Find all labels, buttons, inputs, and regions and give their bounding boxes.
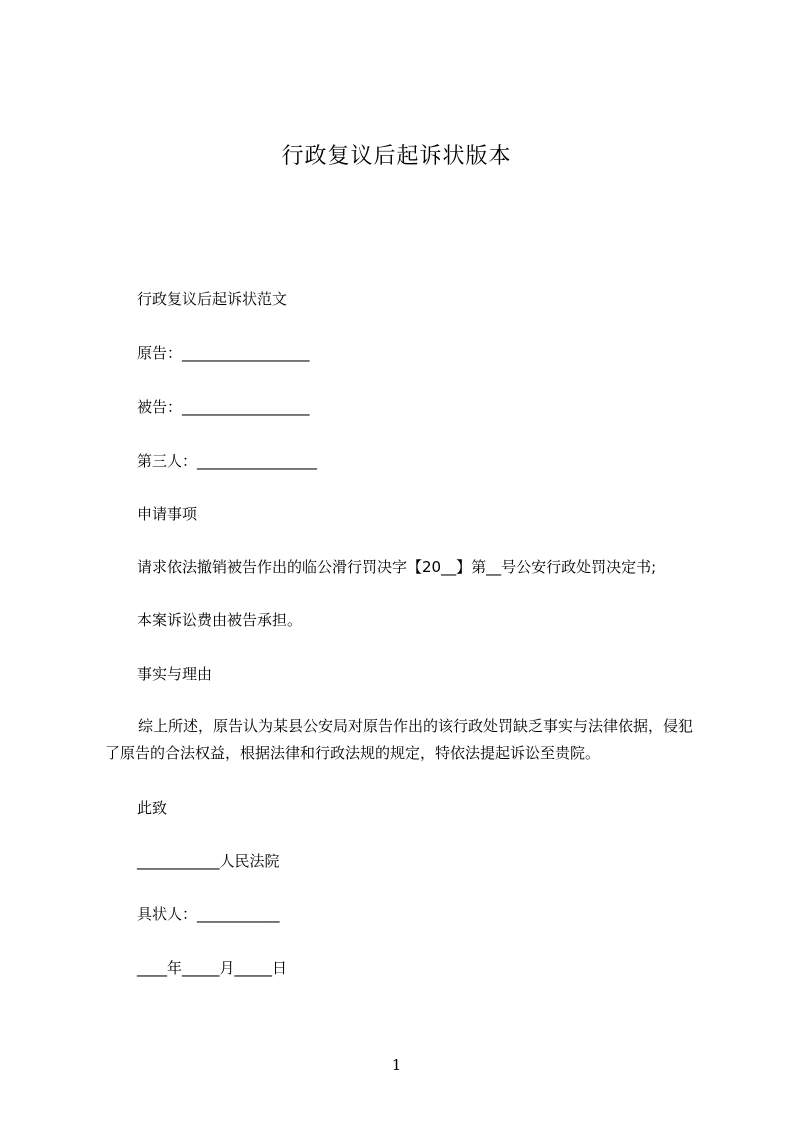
defendant-line: 被告：_________________	[137, 398, 310, 416]
plaintiff-line: 原告：_________________	[137, 344, 310, 362]
claims-heading: 申请事项	[137, 505, 198, 523]
facts-heading: 事实与理由	[137, 665, 213, 683]
document-title: 行政复议后起诉状版本	[281, 144, 512, 169]
court-line: ___________人民法院	[137, 852, 280, 870]
claim-item-1: 请求依法撤销被告作出的临公滑行罚决字【20__】第__号公安行政处罚决定书;	[137, 558, 657, 576]
document-subtitle: 行政复议后起诉状范文	[137, 290, 288, 308]
date-line: ____年_____月_____日	[137, 959, 288, 977]
signer-line: 具状人：___________	[137, 905, 280, 923]
claim-item-2: 本案诉讼费由被告承担。	[137, 611, 303, 629]
salutation: 此致	[137, 799, 168, 817]
facts-paragraph: 综上所述，原告认为某县公安局对原告作出的该行政处罚缺乏事实与法律依据，侵犯了原告的合法权益，根据法律和行政法规的规定，特依法提起诉讼至贵院。	[105, 717, 694, 762]
third-party-line: 第三人：________________	[137, 452, 318, 470]
page-number: 1	[391, 1056, 402, 1074]
